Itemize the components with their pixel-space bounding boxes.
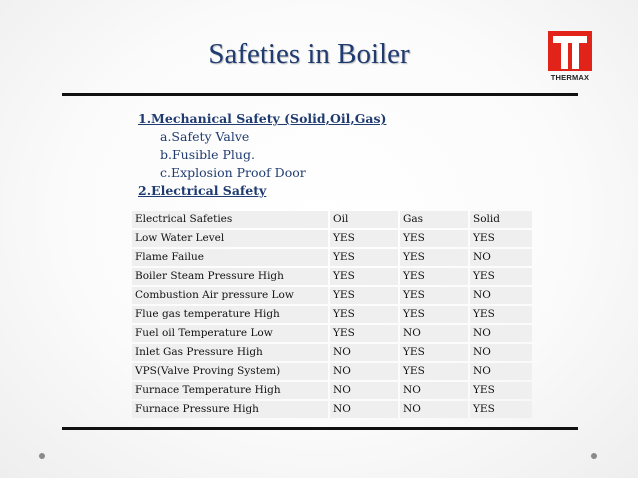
safety-value-cell: NO [330,382,398,399]
decorative-dot-left [39,453,45,459]
safety-name-cell: Low Water Level [132,230,328,247]
safety-value-cell: YES [470,306,532,323]
safety-value-cell: YES [470,230,532,247]
table-row [132,306,532,323]
safety-value-cell: YES [400,268,468,285]
safety-name-cell: Boiler Steam Pressure High [132,268,328,285]
mechanical-safety-heading: 1.Mechanical Safety (Solid,Oil,Gas) [138,111,387,126]
safety-name-cell: VPS(Valve Proving System) [132,363,328,380]
safety-value-cell: YES [400,344,468,361]
electrical-safeties-table [130,209,534,420]
header-cell: Electrical Safeties [132,211,328,228]
safety-value-cell: YES [330,249,398,266]
safety-value-cell: NO [470,363,532,380]
table-row [132,230,532,247]
header-cell: Solid [470,211,532,228]
decorative-dot-right [591,453,597,459]
header-cell: Gas [400,211,468,228]
table-row [132,325,532,342]
safety-value-cell: YES [400,306,468,323]
safety-name-cell: Fuel oil Temperature Low [132,325,328,342]
safety-value-cell: YES [330,268,398,285]
top-divider [62,93,578,96]
table-row [132,344,532,361]
safety-value-cell: NO [400,382,468,399]
table-row [132,382,532,399]
safety-value-cell: NO [330,401,398,418]
bottom-divider [62,427,578,430]
electrical-safety-heading: 2.Electrical Safety [138,183,267,198]
safety-value-cell: NO [470,287,532,304]
safety-value-cell: YES [330,325,398,342]
safety-name-cell: Furnace Temperature High [132,382,328,399]
slide-title: Safeties in Boiler [208,38,410,70]
safety-value-cell: YES [330,306,398,323]
safety-name-cell: Furnace Pressure High [132,401,328,418]
safety-value-cell: NO [400,325,468,342]
logo-text: THERMAX [550,73,590,82]
table-row [132,363,532,380]
list-item: b.Fusible Plug. [160,147,255,162]
table-row [132,249,532,266]
table-row [132,287,532,304]
safety-value-cell: NO [470,249,532,266]
safety-name-cell: Inlet Gas Pressure High [132,344,328,361]
table-row [132,268,532,285]
table-row [132,401,532,418]
safety-value-cell: YES [330,230,398,247]
safety-value-cell: YES [400,230,468,247]
safety-list [138,110,386,200]
safety-value-cell: YES [400,249,468,266]
safety-name-cell: Flame Failue [132,249,328,266]
safety-value-cell: YES [400,363,468,380]
safety-value-cell: NO [400,401,468,418]
safety-name-cell: Flue gas temperature High [132,306,328,323]
list-item: a.Safety Valve [160,129,250,144]
table-header-row [132,211,532,228]
safety-value-cell: NO [470,325,532,342]
safety-name-cell: Combustion Air pressure Low [132,287,328,304]
safety-value-cell: YES [470,268,532,285]
safety-value-cell: YES [470,382,532,399]
safety-value-cell: NO [330,344,398,361]
safety-value-cell: NO [470,344,532,361]
header-cell: Oil [330,211,398,228]
safety-value-cell: NO [330,363,398,380]
safety-value-cell: YES [400,287,468,304]
safety-value-cell: YES [470,401,532,418]
safety-value-cell: YES [330,287,398,304]
list-item: c.Explosion Proof Door [160,165,306,180]
